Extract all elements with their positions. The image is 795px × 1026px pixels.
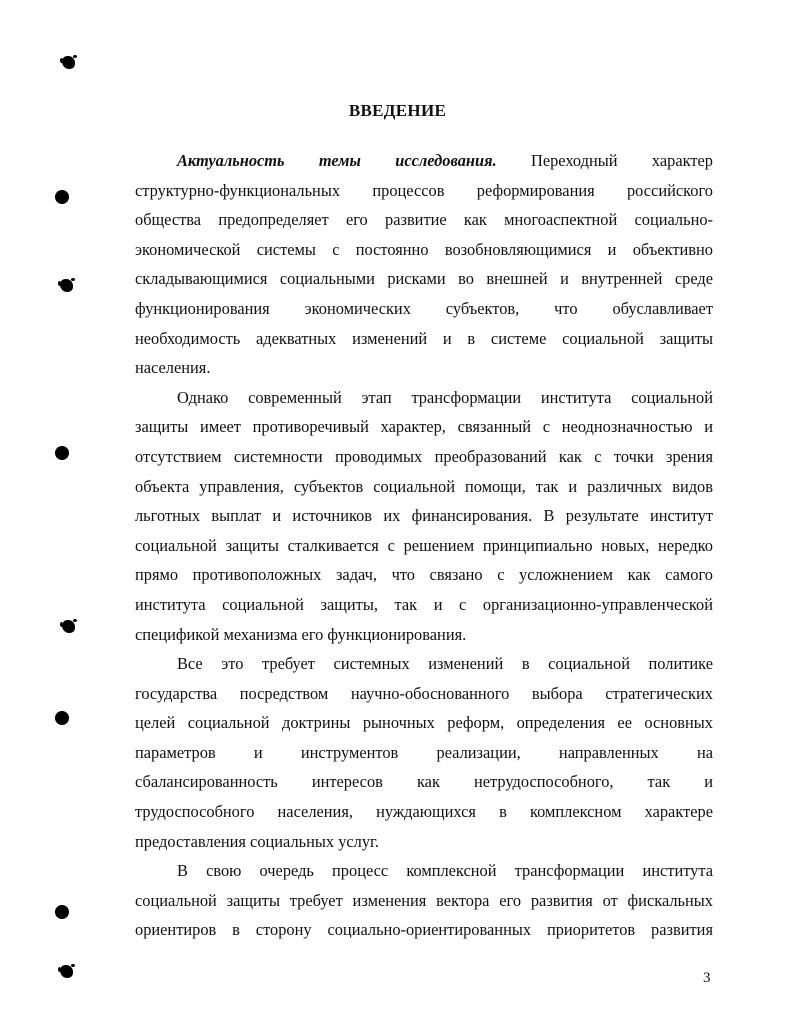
paragraph-line: Все это требует системных изменений в социальной политике: [177, 654, 713, 674]
paragraph-line: В свою очередь процесс комплексной трансформации института: [177, 861, 713, 881]
paragraph-line: защиты имеет противоречивый характер, связанный с неоднозначностью и: [135, 417, 713, 437]
binder-hole-dot: [55, 446, 69, 460]
lead-word: Актуальность: [177, 151, 285, 170]
binder-hole-dot: [55, 905, 69, 919]
paragraph-line: государства посредством научно-обоснованного выбора стратегических: [135, 683, 713, 703]
paragraph-line: сбалансированность интересов как нетрудоспособного, так и: [135, 772, 713, 792]
paragraph-line: объекта управления, субъектов социальной помощи, так и различных видов: [135, 476, 713, 496]
binder-hole-dot: [55, 711, 69, 725]
paragraph-line: параметров и инструментов реализации, направленных на: [135, 742, 713, 762]
paragraph-line: прямо противоположных задач, что связано с усложнением как самого: [135, 565, 713, 585]
paragraph-line: целей социальной доктрины рыночных реформ, определения ее основных: [135, 713, 713, 733]
body-text: [135, 146, 713, 945]
binder-hole-mark: [60, 279, 73, 292]
paragraph-line: Актуальность темы исследования. Переходный характер: [177, 151, 713, 170]
paragraph-line: Однако современный этап трансформации института социальной: [177, 387, 713, 407]
paragraph-line: социальной защиты сталкивается с решением принципиально новых, нередко: [135, 535, 713, 555]
paragraph-line: ориентиров в сторону социально-ориентированных приоритетов развития: [135, 920, 713, 940]
paragraph-line: спецификой механизма его функционирования.: [135, 624, 467, 644]
binder-hole-dot: [55, 190, 69, 204]
paragraph-line: структурно-функциональных процессов реформирования российского: [135, 180, 713, 200]
page-heading: ВВЕДЕНИЕ: [348, 101, 447, 120]
paragraph-line: трудоспособного населения, нуждающихся в комплексном характере: [135, 802, 713, 822]
paragraph-line: складывающимися социальными рисками во внешней и внутренней среде: [135, 269, 713, 289]
lead-word: исследования.: [395, 151, 497, 170]
binder-hole-mark: [62, 620, 75, 633]
paragraph-line: отсутствием системности проводимых преобразований как с точки зрения: [135, 446, 713, 466]
paragraph-line: экономической системы с постоянно возобновляющимися и объективно: [135, 239, 713, 259]
lead-word: темы: [318, 151, 361, 170]
paragraph-line: функционирования экономических субъектов, что обуславливает: [135, 298, 713, 318]
paragraph-line: предоставления социальных услуг.: [135, 831, 380, 851]
paragraph-line: льготных выплат и источников их финансирования. В результате институт: [135, 506, 713, 526]
paragraph-line: необходимость адекватных изменений и в системе социальной защиты: [135, 328, 713, 348]
paragraph-line: социальной защиты требует изменения вектора его развития от фискальных: [135, 890, 713, 910]
binder-hole-mark: [60, 965, 73, 978]
page-number: 3: [703, 970, 711, 986]
binder-hole-mark: [62, 56, 75, 69]
paragraph-line: института социальной защиты, так и с организационно-управленческой: [135, 594, 713, 614]
paragraph-line: населения.: [135, 358, 211, 378]
paragraph-line: общества предопределяет его развитие как многоаспектной социально-: [135, 210, 713, 230]
